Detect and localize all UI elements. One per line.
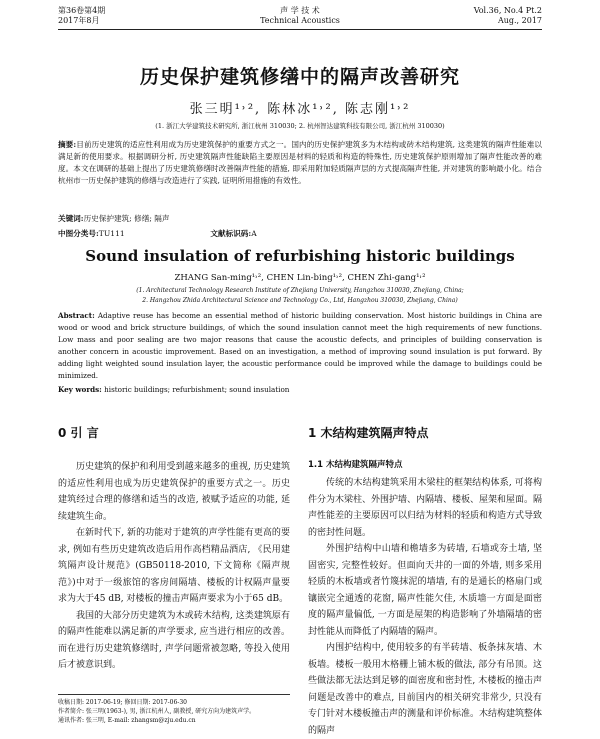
header-journal: 声 学 技 术 Technical Acoustics bbox=[260, 6, 340, 25]
header-issue: 第36卷第4期 2017年8月 bbox=[58, 6, 106, 25]
subsection-heading-1-1: 1.1 木结构建筑隔声特点 bbox=[308, 460, 403, 470]
section-heading-1: 1 木结构建筑隔声特点 bbox=[308, 426, 429, 440]
paragraph: 在新时代下, 新的功能对于建筑的声学性能有更高的要求, 例如有些历史建筑改造后用作高档精品酒店, 《民用建筑隔声设计规范》(GB50118-2010, 下文简称《隔声规范》)中对于一级旅馆的客房间隔墙、楼板的计权隔声量要求为大于45 dB, 对楼板的撞击声隔声要求为小于65 dB。 bbox=[58, 528, 290, 604]
abstract-en: Abstract: Adaptive reuse has become an essential method of historic building conservation. Most historic buildings in China are wood or wood and brick structure buildings, of which the sound insulation cannot meet the high requirements of new functions. Low mass and poor sealing are two major reasons that cause the acoustic defects, and principles of building conservation is another concern in acoustic improvement. Based on an investigation, a method of improving sound insulation is put forward. By adding light weighted sound insulation layer, the acoustic performance could be improved while the damage to buildings could be minimized. bbox=[58, 311, 542, 380]
abstract-cn-label: 摘要: bbox=[58, 140, 77, 149]
authors-cn: 张三明¹˒², 陈林冰¹˒², 陈志刚¹˒² bbox=[189, 102, 411, 117]
title-en: Sound insulation of refurbishing historic buildings bbox=[85, 247, 515, 265]
column-left bbox=[58, 425, 290, 674]
header-rule bbox=[58, 29, 542, 30]
header-volume: Vol.36, No.4 Pt.2 Aug., 2017 bbox=[473, 6, 542, 25]
title-cn: 历史保护建筑修缮中的隔声改善研究 bbox=[139, 66, 460, 88]
abstract-cn-text: 目前历史建筑的适应性利用成为历史建筑保护的重要方式之一。国内的历史保护建筑多为木结构或砖木结构建筑, 这类建筑的隔声性能难以满足新的使用要求。根据调研分析, 历史建筑隔声性能缺陷主要原因是材料的轻质和构造的特殊性, 历史建筑保护原则增加了隔声性能改善的难度。本文在调研的基础上提出了历史建筑修缮时改善隔声性能的措施, 即采用附加轻质隔声层的方式提高隔声性能, 并对建筑的影响最小化。结合杭州市一历史保护建筑的修缮与改造进行了实践, 证明所用措施的有效性。 bbox=[58, 140, 542, 185]
authors-en: ZHANG San-ming¹˒², CHEN Lin-bing¹˒², CHEN Zhi-gang¹˒² bbox=[174, 273, 426, 283]
section-heading-intro: 0 引 言 bbox=[58, 426, 99, 440]
abstract-cn bbox=[58, 139, 542, 187]
column-right bbox=[308, 425, 542, 739]
paragraph: 传统的木结构建筑采用木梁柱的框架结构体系, 可将构件分为木梁柱、外围护墙、内隔墙、楼板、屋架和屋面。隔声性能差的主要原因可以归结为材料的轻质和构造方式导致的密封性问题。 bbox=[308, 478, 543, 538]
running-header bbox=[58, 6, 542, 28]
paragraph: 历史建筑的保护和利用受到越来越多的重视, 历史建筑的适应性利用也成为历史建筑保护的重要方式之一。历史建筑经过合理的修缮和适当的改造, 被赋予适应的功能, 延续建筑生命。 bbox=[58, 462, 290, 522]
keywords-en: Key words: historic buildings; refurbishment; sound insulation bbox=[58, 385, 290, 394]
paragraph: 外围护结构中山墙和檐墙多为砖墙, 石墙或夯土墙, 坚固密实, 完整性较好。但面向天井的一面的外墙, 则多采用轻质的木板墙或者竹篾抹泥的墙墙, 有的是通长的格扇门或镶嵌完全通透的花窗, 隔声性能欠佳, 木质墙一方面是面密度的隔声量偏低, 一方面是屋架的构造影响了外墙隔墙的密封性能从而降低了内隔墙的隔声。 bbox=[308, 544, 542, 637]
paragraph: 内围护结构中, 使用较多的有半砖墙、板条抹灰墙、木板墙。楼板一般用木格栅上铺木板的做法, 部分有吊顶。这些做法都无法达到足够的面密度和密封性, 木楼板的撞击声问题是改善中的难点, 目前国内的相关研究非常少, 只没有专门针对木楼板撞击声的测量和评价标准。木结构建筑整体的隔声 bbox=[308, 643, 543, 736]
classification-cn: 中图分类号:TU111 文献标识码:A bbox=[58, 229, 257, 238]
paragraph: 我国的大部分历史建筑为木或砖木结构, 这类建筑原有的隔声性能难以满足新的声学要求, 应当进行相应的改善。而在进行历史建筑修缮时, 声学问题常被忽略, 等投入使用后才被意识到。 bbox=[58, 610, 290, 670]
keywords-cn: 关键词:历史保护建筑; 修缮; 隔声 bbox=[58, 214, 170, 223]
footnote: 收稿日期: 2017-06-19; 修回日期: 2017-06-30 作者简介: 张三明(1963-), 男, 浙江杭州人, 副教授, 研究方向为建筑声学。 通讯作者: 张三明, E-mail: zhangsm@zju.edu.cn bbox=[58, 694, 290, 725]
affiliations-cn: (1. 浙江大学建筑技术研究所, 浙江杭州 310030; 2. 杭州智达建筑科技有限公司, 浙江杭州 310030) bbox=[155, 122, 445, 130]
affiliations-en: (1. Architectural Technology Research Institute of Zhejiang University, Hangzhou 310030, Zhejiang, China; 2. Hangzhou Zhida Architectural Science and Technology Co., Ltd, Hangzhou 310030, Zhejiang, China) bbox=[136, 287, 464, 304]
